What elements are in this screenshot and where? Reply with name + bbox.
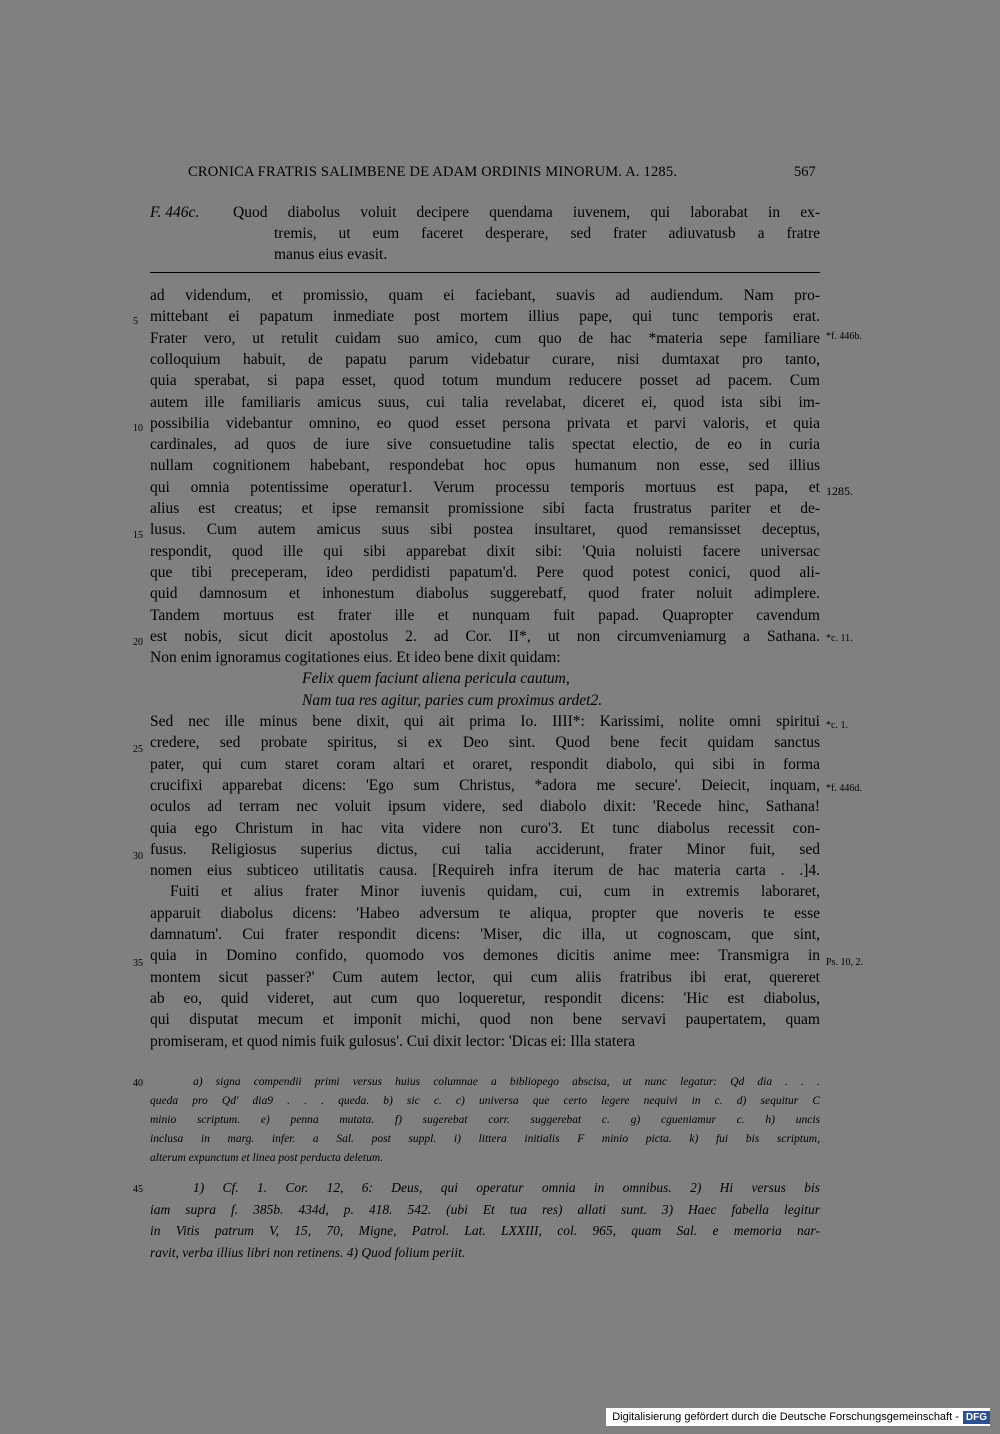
body-line: quia sperabat, si papa esset, quod totum mundum reducere posset ad pacem. Cum bbox=[150, 372, 820, 390]
margin-note: *f. 446d. bbox=[826, 783, 862, 794]
body-line: quid damnosum et inhonestum diabolus suggerebatf, quod frater noluit adimplere. bbox=[150, 585, 820, 603]
line-number: 30 bbox=[133, 851, 143, 862]
body-line: lusus. Cum autem amicus suus sibi postea insultaret, quod remansisset deceptus, bbox=[150, 521, 820, 539]
line-number: 35 bbox=[133, 958, 143, 969]
body-line: Tandem mortuus est frater ille et nunquam fuit papad. Quapropter cavendum bbox=[150, 606, 820, 624]
body-line: Fuiti et alius frater Minor iuvenis quidam, cui, cum in extremis laboraret, bbox=[170, 883, 820, 901]
line-number: 45 bbox=[133, 1184, 143, 1195]
body-line: qui omnia potentissime operatur1. Verum processu temporis mortuus est papa, et bbox=[150, 478, 820, 496]
body-line: colloquium habuit, de papatu parum videbatur curare, nisi dumtaxat pro tanto, bbox=[150, 350, 820, 368]
line-number: 5 bbox=[133, 316, 138, 327]
line-number: 25 bbox=[133, 744, 143, 755]
footnote-line: iam supra f. 385b. 434d, p. 418. 542. (ubi Et tua res) allati sunt. 3) Haec fabella legitur bbox=[150, 1201, 820, 1217]
footnote-line: ravit, verba illius libri non retinens. 4) Quod folium periit. bbox=[150, 1244, 466, 1260]
body-line: ad videndum, et promissio, quam ei faciebant, suavis ad audiendum. Nam pro- bbox=[150, 287, 820, 304]
body-line: mittebant ei papatum inmediate post mortem illius pape, qui tunc temporis erat. bbox=[150, 308, 820, 326]
body-line: nomen eius subticeo utilitatis causa. [Requireh infra iterum de hac materia carta . .]4. bbox=[150, 862, 820, 880]
body-line: apparuit diabolus dicens: 'Habeo adversum te aliqua, propter que noveris te esse bbox=[150, 904, 820, 922]
running-head: CRONICA FRATRIS SALIMBENE DE ADAM ORDINIS MINORUM. A. 1285. bbox=[188, 164, 678, 180]
body-line: Frater vero, ut retulit cuidam suo amico, cum quo de hac *materia sepe familiare bbox=[150, 329, 820, 347]
dfg-footer bbox=[606, 1408, 990, 1426]
margin-note: 1285. bbox=[826, 484, 853, 498]
line-number: 10 bbox=[133, 423, 143, 434]
body-line: alius est creatus; et ipse remansit promissione sibi facta frustratus pariter et de- bbox=[150, 500, 820, 517]
body-line: ab eo, quid videret, aut cum quo loqueretur, respondit dicens: 'Hic est diabolus, bbox=[150, 989, 820, 1007]
dfg-logo: DFG bbox=[963, 1411, 990, 1424]
body-line: autem ille familiaris amicus suus, cui talia revelabat, diceret ei, quod ista sibi im- bbox=[150, 393, 820, 411]
body-line: Nam tua res agitur, paries cum proximus ardet2. bbox=[302, 691, 603, 709]
divider bbox=[150, 272, 820, 273]
folio-ref: F. 446c. bbox=[150, 204, 200, 221]
footnote-line: 1) Cf. 1. Cor. 12, 6: Deus, qui operatur omnia in omnibus. 2) Hi versus bis bbox=[193, 1180, 820, 1195]
body-line: Non enim ignoramus cogitationes eius. Et ideo bene dixit quidam: bbox=[150, 649, 561, 667]
heading-line: Quod diabolus voluit decipere quendama iuvenem, qui laborabat in ex- bbox=[233, 204, 820, 221]
body-line: quia ego Christum in hac vita videre non curo'3. Et tunc diabolus recessit con- bbox=[150, 819, 820, 837]
body-line: nullam cognitionem habebant, respondebat hoc opus humanum non esse, sed illius bbox=[150, 457, 820, 475]
footnote-line: in Vitis patrum V, 15, 70, Migne, Patrol. Lat. LXXIII, col. 965, quam Sal. e memoria nar- bbox=[150, 1223, 820, 1238]
line-number: 40 bbox=[133, 1078, 143, 1089]
body-line: Felix quem faciunt aliena pericula cautum, bbox=[302, 670, 570, 688]
body-line: respondit, quod ille qui sibi apparebat dixit sibi: 'Quia noluisti facere universac bbox=[150, 542, 820, 560]
apparatus-line: minio scriptum. e) penna mutata. f) sugerebat corr. suggerebat c. g) cgueniamur c. h) uncis bbox=[150, 1114, 820, 1126]
body-line: oculos ad terram nec voluit ipsum videre, sed diabolo dixit: 'Recede hinc, Sathana! bbox=[150, 798, 820, 816]
apparatus-line: alterum expunctum et linea post perducta deletum. bbox=[150, 1152, 384, 1164]
apparatus-line: inclusa in marg. infer. a Sal. post suppl. i) littera initialis F minio picta. k) fui bis scriptum, bbox=[150, 1133, 820, 1145]
apparatus-line: a) signa compendii primi versus huius columnae a bibliopego abscisa, ut nunc legatur: Qd dia . . . bbox=[193, 1076, 820, 1088]
margin-note: *c. 11. bbox=[826, 633, 853, 644]
footer-text: Digitalisierung gefördert durch die Deutsche Forschungsgemeinschaft - bbox=[612, 1411, 959, 1423]
body-line: est nobis, sicut dicit apostolus 2. ad Cor. II*, ut non circumveniamurg a Sathana. bbox=[150, 627, 820, 645]
body-line: que tibi preceperam, ideo perdidisti papatum'd. Pere quod potest conici, quod ali- bbox=[150, 563, 820, 581]
apparatus-line: queda pro Qd' dia9 . . . queda. b) sic c. c) universa que certo legere nequivi in c. d) sequitur C bbox=[150, 1095, 820, 1107]
body-line: damnatum'. Cui frater respondit dicens: 'Miser, dic illa, ut cognoscam, que sint, bbox=[150, 926, 820, 943]
body-line: crucifixi apparebat dicens: 'Ego sum Christus, *adora me secure'. Deiecit, inquam, bbox=[150, 776, 820, 794]
line-number: 15 bbox=[133, 530, 143, 541]
body-line: promiseram, et quod nimis fuik gulosus'. Cui dixit lector: 'Dicas ei: Illa statera bbox=[150, 1032, 636, 1050]
body-line: cardinales, ad quos de iure sive consuetudine talis spectat electio, de eo in curia bbox=[150, 436, 820, 454]
body-line: montem sicut passer?' Cum autem lector, qui cum aliis fratribus ibi erat, quereret bbox=[150, 968, 820, 986]
body-line: Sed nec ille minus bene dixit, qui ait prima Io. IIII*: Karissimi, nolite omni spiritui bbox=[150, 713, 820, 730]
body-line: possibilia videbantur omnino, eo quod esset persona privata et parvi valoris, et quia bbox=[150, 414, 820, 432]
body-line: qui disputat mecum et imponit michi, quod non bene servavi paupertatem, quam bbox=[150, 1011, 820, 1029]
heading-line: manus eius evasit. bbox=[274, 246, 388, 263]
body-line: quia in Domino confido, quomodo vos demones dicitis anime mee: Transmigra in bbox=[150, 947, 820, 965]
margin-note: Ps. 10, 2. bbox=[826, 957, 863, 968]
margin-note: *f. 446b. bbox=[826, 331, 862, 342]
body-line: credere, sed probate spiritus, si ex Deo sint. Quod bene fecit quidam sanctus bbox=[150, 734, 820, 752]
heading-line: tremis, ut eum faceret desperare, sed frater adiuvatusb a fratre bbox=[274, 225, 820, 242]
body-line: fusus. Religiosus superius dictus, cui talia acciderunt, frater Minor fuit, sed bbox=[150, 840, 820, 858]
page-number: 567 bbox=[794, 164, 816, 180]
margin-note: *c. 1. bbox=[826, 720, 848, 731]
line-number: 20 bbox=[133, 637, 143, 648]
body-line: pater, qui cum staret coram altari et oraret, respondit diabolo, qui sibi in forma bbox=[150, 755, 820, 773]
